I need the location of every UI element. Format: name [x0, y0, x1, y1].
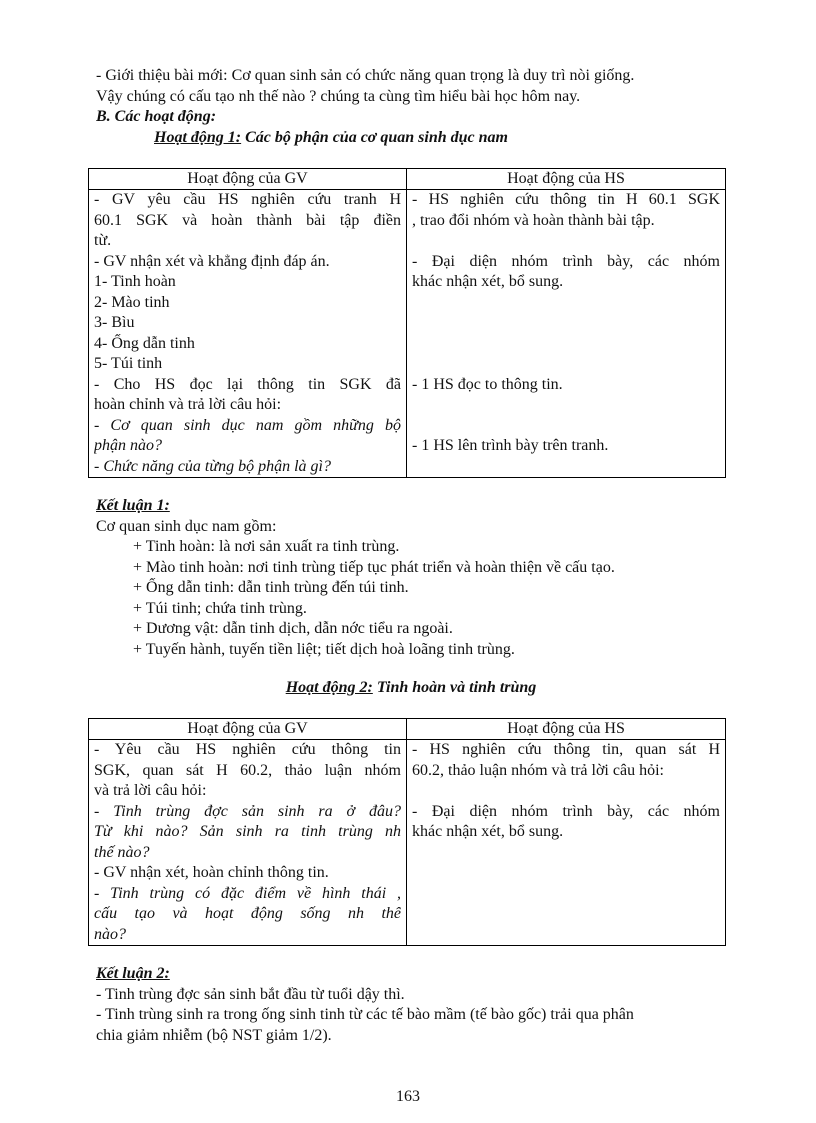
gv-answer-item: 2- Mào tinh	[94, 293, 170, 311]
hs-line: - Đại diện nhóm trình bày, các nhóm	[412, 802, 720, 820]
gv-line: - Cho HS đọc lại thông tin SGK đã	[94, 375, 401, 393]
spacer	[412, 781, 720, 802]
gv-question: thế nào?	[94, 843, 150, 861]
activity-2-table	[88, 718, 726, 946]
list-item: + Tinh hoàn: là nơi sản xuất ra tinh trùng.	[133, 538, 400, 555]
spacer	[412, 395, 720, 416]
activity-1-title: Các bộ phận của cơ quan sinh dục nam	[241, 128, 508, 146]
intro-line-2: Vậy chúng có cấu tạo nh thế nào ? chúng ta cùng tìm hiểu bài học hôm nay.	[96, 87, 581, 105]
conclusion-1-list	[96, 537, 726, 660]
conclusion-1-section	[96, 496, 726, 660]
gv-answer-item: 5- Túi tinh	[94, 355, 163, 372]
hs-line: - HS nghiên cứu thông tin, quan sát H	[412, 741, 720, 758]
gv-question: - Tinh trùng có đặc điểm về hình thái ,	[94, 884, 401, 902]
hs-line: - Đại diện nhóm trình bày, các nhóm	[412, 252, 720, 270]
gv-line: từ.	[94, 232, 112, 249]
gv-answer-item: 3- Bìu	[94, 314, 135, 331]
list-item: + Tuyến hành, tuyến tiền liệt; tiết dịch hoà loãng tinh trùng.	[133, 640, 515, 658]
conclusion-2-line: chia giảm nhiễm (bộ NST giảm 1/2).	[96, 1026, 332, 1044]
column-header-hs: Hoạt động của HS	[407, 719, 726, 740]
gv-question: nào?	[94, 925, 126, 943]
spacer	[412, 334, 720, 355]
conclusion-2-section	[96, 964, 726, 1046]
spacer	[412, 313, 720, 334]
page-number: 163	[396, 1088, 420, 1105]
list-item: + Dương vật: dẫn tinh dịch, dẫn nớc tiểu ra ngoài.	[133, 620, 453, 637]
spacer	[412, 293, 720, 314]
table-row	[89, 740, 726, 946]
hs-line: , trao đổi nhóm và hoàn thành bài tập.	[412, 211, 655, 229]
list-item: + Túi tinh; chứa tinh trùng.	[133, 599, 307, 617]
hs-line: - 1 HS đọc to thông tin.	[412, 375, 563, 393]
table-row	[89, 190, 726, 478]
gv-line: - GV yêu cầu HS nghiên cứu tranh H	[94, 191, 401, 208]
gv-line: SGK, quan sát H 60.2, thảo luận nhóm	[94, 761, 401, 779]
table-header-row	[89, 719, 726, 740]
hs-line: khác nhận xét, bổ sung.	[412, 823, 564, 840]
column-header-gv: Hoạt động của GV	[89, 169, 407, 190]
conclusion-2-line: - Tinh trùng đợc sản sinh bắt đầu từ tuổi dậy thì.	[96, 985, 405, 1003]
gv-line: hoàn chỉnh và trả lời câu hỏi:	[94, 396, 282, 413]
gv-question: - Chức năng của từng bộ phận là gì?	[94, 457, 331, 475]
hs-line: 60.2, thảo luận nhóm và trả lời câu hỏi:	[412, 761, 664, 779]
conclusion-1-intro: Cơ quan sinh dục nam gồm:	[96, 517, 277, 535]
conclusion-2-title: Kết luận 2:	[96, 965, 170, 982]
gv-line: - GV nhận xét, hoàn chỉnh thông tin.	[94, 864, 329, 881]
spacer	[412, 416, 720, 437]
conclusion-1-title: Kết luận 1:	[96, 497, 170, 514]
column-header-hs: Hoạt động của HS	[407, 169, 726, 190]
activity-2-label: Hoạt động 2:	[285, 679, 373, 696]
gv-question: - Cơ quan sinh dục nam gồm những bộ	[94, 416, 401, 434]
activity-2-title: Tinh hoàn và tinh trùng	[372, 679, 537, 696]
gv-line: 60.1 SGK và hoàn thành bài tập điền	[94, 211, 401, 229]
gv-line: và trả lời câu hỏi:	[94, 782, 207, 799]
gv-question: Từ khi nào? Sản sinh ra tinh trùng nh	[94, 823, 401, 840]
hs-activities-cell	[407, 740, 726, 946]
gv-question: - Tinh trùng đợc sản sinh ra ở đâu?	[94, 802, 401, 820]
spacer	[412, 354, 720, 375]
table-header-row	[89, 169, 726, 190]
hs-line: - 1 HS lên trình bày trên tranh.	[412, 437, 609, 454]
gv-question: cấu tạo và hoạt động sống nh thế	[94, 905, 401, 922]
section-b-heading: B. Các hoạt động:	[96, 108, 217, 125]
activity-1-table	[88, 168, 726, 478]
activity-1-label: Hoạt động 1:	[154, 128, 242, 146]
intro-line-1: - Giới thiệu bài mới: Cơ quan sinh sản có chức năng quan trọng là duy trì nòi giống.	[96, 67, 635, 84]
gv-question: phận nào?	[94, 437, 162, 454]
gv-line: - GV nhận xét và khẳng định đáp án.	[94, 252, 330, 270]
gv-answer-item: 1- Tinh hoàn	[94, 273, 176, 290]
activity-2-heading	[96, 679, 726, 697]
column-header-gv: Hoạt động của GV	[89, 719, 407, 740]
intro-section	[96, 66, 726, 148]
list-item: + Ống dẫn tinh: dẫn tinh trùng đến túi tinh.	[133, 579, 409, 596]
list-item: + Mào tinh hoàn: nơi tinh trùng tiếp tục phát triển và hoàn thiện về cấu tạo.	[133, 558, 615, 576]
gv-line: - Yêu cầu HS nghiên cứu thông tin	[94, 741, 401, 758]
hs-activities-cell	[407, 190, 726, 478]
hs-line: - HS nghiên cứu thông tin H 60.1 SGK	[412, 191, 720, 208]
spacer	[412, 231, 720, 252]
gv-answer-item: 4- Ống dẫn tinh	[94, 334, 195, 352]
activity-1-heading	[96, 128, 726, 149]
conclusion-2-line: - Tinh trùng sinh ra trong ống sinh tinh từ các tế bào mầm (tế bào gốc) trải qua phân	[96, 1006, 634, 1023]
gv-activities-cell	[89, 190, 407, 478]
gv-activities-cell	[89, 740, 407, 946]
hs-line: khác nhận xét, bổ sung.	[412, 273, 564, 290]
